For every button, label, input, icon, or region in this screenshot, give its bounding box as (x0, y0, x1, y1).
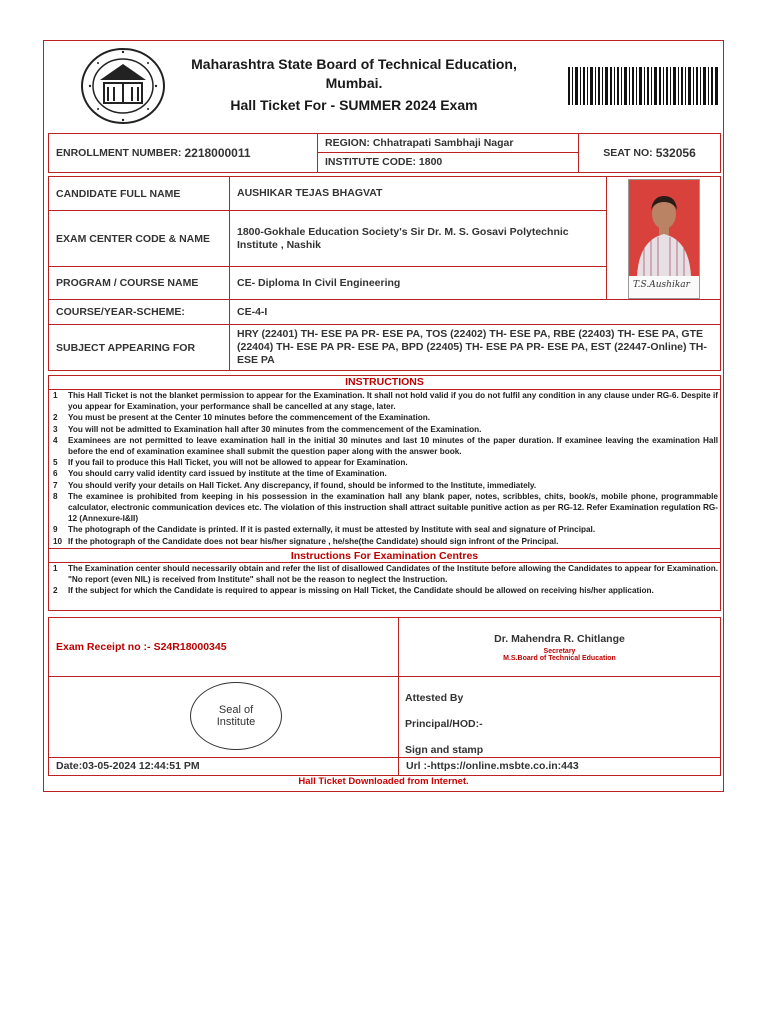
msbte-logo-icon (80, 47, 166, 125)
instruction-number: 7 (53, 480, 58, 490)
attest-line2: Principal/HOD:- (405, 718, 483, 730)
candidate-name-label-cell (48, 176, 230, 211)
hall-ticket (43, 40, 724, 792)
board-name-line2: Mumbai. (325, 75, 383, 91)
secretary-title: Secretary (543, 647, 576, 655)
exam-center-label: EXAM CENTER CODE & NAME (56, 232, 211, 245)
secretary-cell (398, 617, 721, 677)
instruction-text: If the photograph of the Candidate does not bear his/her signature , he/she(the Candidate) should sign infront of the Principal. (68, 536, 559, 546)
exam-center-label-cell (48, 210, 230, 267)
download-url: Url :-https://online.msbte.co.in:443 (406, 760, 579, 772)
instruction-item (48, 390, 721, 412)
secretary-name: Dr. Mahendra R. Chitlange (494, 632, 625, 645)
program-label-cell (48, 266, 230, 300)
program-value: CE- Diploma In Civil Engineering (237, 276, 401, 289)
enrollment-cell (48, 133, 318, 173)
receipt-label: Exam Receipt no :- (56, 640, 151, 653)
receipt-cell (48, 617, 399, 677)
instruction-text: Examinees are not permitted to leave examination hall in the initial 30 minutes and last 10 minutes of the paper duration. If examinee leaving the examination Hall before the end of examination examinee shall submit the question paper along with the answer book. (68, 435, 718, 457)
instruction-item (48, 585, 721, 596)
candidate-name-value-cell (229, 176, 607, 211)
instruction-text: This Hall Ticket is not the blanket permission to appear for the Examination. It shall not hold valid if you do not fulfil any condition in any clause under RG-6. Despite if you appear for Examination, your performance shall be cancelled at any stage, later. (68, 391, 718, 412)
instruction-number: 2 (53, 413, 58, 423)
region-text: REGION: Chhatrapati Sambhaji Nagar (325, 136, 514, 149)
instruction-text: You should verify your details on Hall Ticket. Any discrepancy, if found, should be informed to the Institute, immediately. (68, 480, 537, 490)
instruction-item (48, 491, 721, 525)
subject-label: SUBJECT APPEARING FOR (56, 341, 196, 354)
seat-label: SEAT NO: (603, 147, 653, 159)
exam-center-value-cell (229, 210, 607, 267)
seat-cell (578, 133, 721, 173)
subject-value: HRY (22401) TH- ESE PA PR- ESE PA, TOS (22402) TH- ESE PA, RBE (22403) TH- ESE PA, GTE (22404) TH- ESE PA PR- ESE PA, BPD (22405) TH- ESE PA PR- ESE PA, EST (22447-Online) TH- ESE PA (237, 328, 707, 366)
instruction-text: The examinee is prohibited from keeping in his possession in the examination hall any blank paper, notes, scribbles, chits, book/s, mobile phone, programmable calculator, electronic communication devices etc. The violation of this instruction shall attract suitable punitive action as per RG-12. Refer Examination regulation RG-12 (Annexure-I&II) (68, 491, 718, 524)
attest-block (405, 685, 483, 763)
seat-value: 532056 (655, 145, 696, 160)
scheme-value-cell (229, 299, 721, 325)
instruction-number: 3 (53, 424, 58, 434)
instruction-item (48, 480, 721, 491)
instruction-number: 6 (53, 469, 58, 479)
centre-instructions-list (48, 563, 721, 597)
scheme-label: COURSE/YEAR-SCHEME: (56, 306, 185, 318)
instruction-number: 8 (53, 491, 58, 501)
candidate-name-value: AUSHIKAR TEJAS BHAGVAT (237, 187, 383, 199)
header-title (174, 55, 534, 115)
program-value-cell (229, 266, 607, 300)
instruction-number: 1 (53, 563, 58, 573)
downloaded-note: Hall Ticket Downloaded from Internet. (298, 776, 469, 787)
instruction-item (48, 424, 721, 435)
instruction-number: 2 (53, 586, 58, 596)
date-cell (48, 757, 399, 776)
instruction-text: If you fail to produce this Hall Ticket, you will not be allowed to appear for Examination. (68, 458, 408, 468)
instruction-item (48, 563, 721, 585)
instruction-item (48, 468, 721, 479)
instruction-text: You must be present at the Center 10 minutes before the commencement of the Examination. (68, 413, 430, 423)
scheme-value: CE-4-I (237, 305, 268, 318)
candidate-name-label: CANDIDATE FULL NAME (56, 187, 181, 200)
header (44, 41, 723, 129)
url-cell (398, 757, 721, 776)
seal-text-line1: Seal of (218, 704, 254, 716)
barcode-icon (568, 67, 718, 105)
instruction-item (48, 412, 721, 423)
attest-line1: Attested By (405, 692, 464, 704)
board-name-line1: Maharashtra State Board of Technical Education, (191, 56, 517, 72)
exam-center-value: 1800-Gokhale Education Society's Sir Dr. M. S. Gosavi Polytechnic Institute , Nashik (237, 225, 569, 251)
candidate-photo (628, 179, 700, 299)
institute-code-text: INSTITUTE CODE: 1800 (325, 156, 443, 168)
instruction-text: If the subject for which the Candidate is required to appear is missing on Hall Ticket, the Candidate should be allowed on receiving his/her application. (68, 586, 654, 596)
instruction-item (48, 457, 721, 468)
instruction-number: 1 (53, 391, 58, 400)
seal-oval (190, 682, 282, 750)
centre-instructions-title: Instructions For Examination Centres (48, 548, 721, 563)
instruction-number: 9 (53, 525, 58, 535)
program-label: PROGRAM / COURSE NAME (56, 277, 199, 289)
ticket-title: Hall Ticket For - SUMMER 2024 Exam (230, 97, 478, 113)
instruction-number: 5 (53, 458, 58, 468)
institute-code-cell (317, 152, 579, 173)
instruction-number: 4 (53, 435, 58, 445)
instruction-text: The photograph of the Candidate is printed. If it is pasted externally, it must be attested by Institute with seal and signature of Principal. (68, 525, 596, 535)
instructions-list (48, 390, 721, 547)
subject-value-cell (229, 324, 721, 371)
instruction-text: You should carry valid identity card issued by institute at the time of Examination. (68, 469, 387, 479)
instruction-number: 10 (53, 536, 63, 546)
candidate-signature: T.S.Aushikar (633, 280, 690, 290)
subject-label-cell (48, 324, 230, 371)
secretary-org: M.S.Board of Technical Education (503, 654, 616, 662)
enrollment-label: ENROLLMENT NUMBER: (56, 147, 182, 159)
instruction-item (48, 524, 721, 535)
receipt-value: S24R18000345 (153, 640, 227, 653)
region-cell (317, 133, 579, 153)
attest-line3: Sign and stamp (405, 744, 484, 756)
scheme-label-cell (48, 299, 230, 325)
instruction-item (48, 536, 721, 547)
download-date: Date:03-05-2024 12:44:51 PM (56, 760, 200, 772)
instruction-item (48, 435, 721, 457)
enrollment-value: 2218000011 (184, 145, 251, 160)
instructions-title: INSTRUCTIONS (48, 375, 721, 390)
seal-text-line2: Institute (216, 716, 256, 728)
instruction-text: You will not be admitted to Examination hall after 30 minutes from the commencement of the Examination. (68, 424, 482, 434)
instruction-text: The Examination center should necessarily obtain and refer the list of disallowed Candidates of the Institute before allowing the Candidates to appear for Examination. "No report (even NIL) is received from Institute" shall not be the reason to neglect the Instruction. (68, 563, 718, 585)
instructions-section (48, 375, 721, 596)
